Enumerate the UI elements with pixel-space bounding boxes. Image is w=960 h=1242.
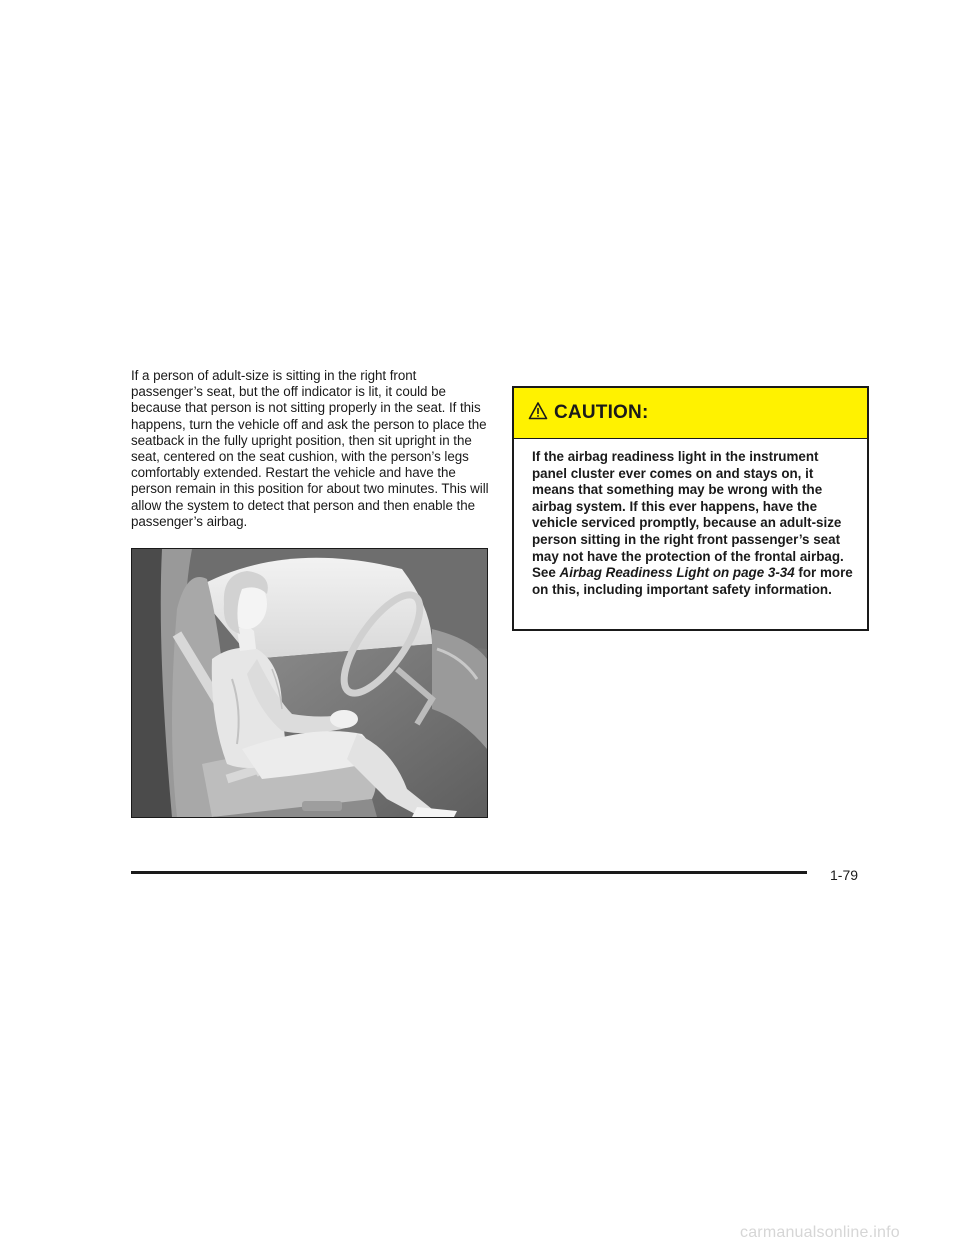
passenger-illustration [132, 549, 487, 817]
warning-triangle-icon [528, 401, 548, 421]
caution-text-main: If the airbag readiness light in the instrument panel cluster ever comes on and stays on, it means that something may be wrong with the airbag system. If this ever happens, have the vehicle serviced promptly, because an adult-size person sitting in the right front passenger’s seat may not have the protection of the frontal airbag. See [532, 449, 844, 581]
caution-title: CAUTION: [554, 402, 649, 423]
footer-rule [131, 871, 807, 874]
caution-text-end: for more on this, including important safety information. [532, 565, 853, 597]
cross-reference-link[interactable]: Airbag Readiness Light on page 3-34 [559, 565, 795, 581]
illustration-passenger-seated [131, 548, 488, 818]
body-paragraph: If a person of adult-size is sitting in the right front passenger’s seat, but the off indicator is lit, it could be because that person is not sitting properly in the seat. If this happens, turn the vehicle off and ask the person to place the seatback in the fully upright position, then sit upright in the seat, centered on the seat cushion, with the person’s legs comfortably extended. Restart the vehicle and have the person remain in this position for about two minutes. This will allow the system to detect that person and then enable the passenger’s airbag. [131, 368, 489, 529]
caution-box [512, 386, 869, 631]
caution-header [514, 388, 867, 439]
page-number: 1-79 [830, 867, 859, 883]
watermark: carmanualsonline.info [740, 1224, 900, 1241]
caution-text [514, 439, 867, 598]
